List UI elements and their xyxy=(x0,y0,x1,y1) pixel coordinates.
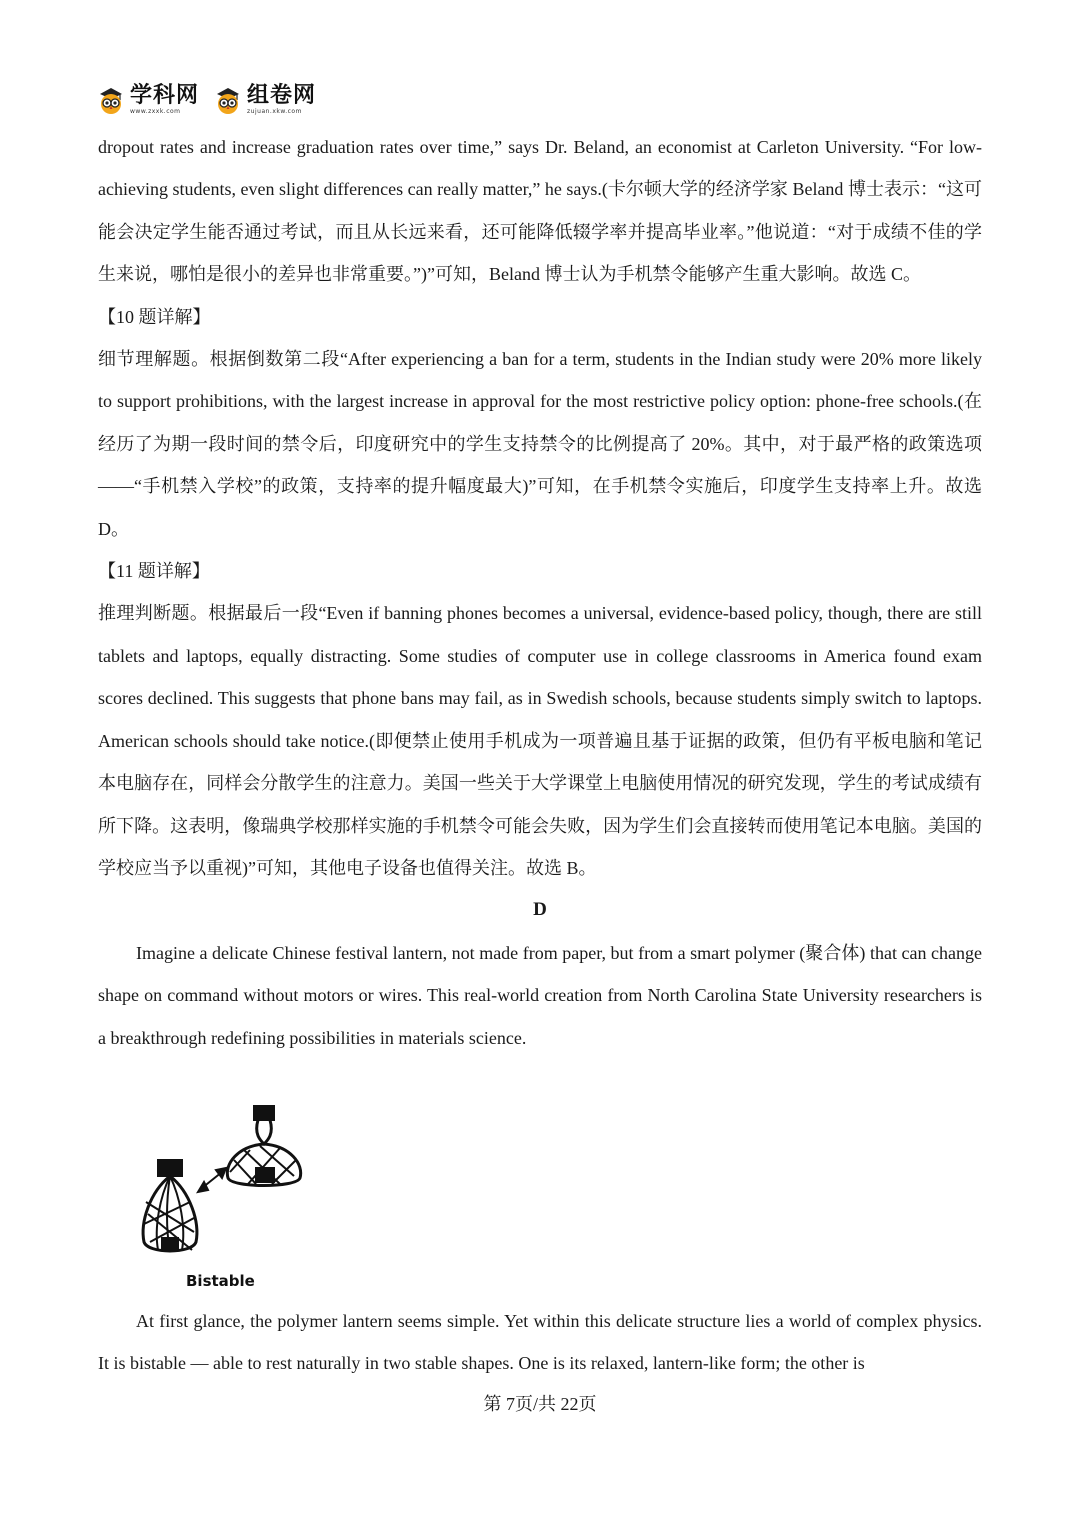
page-content xyxy=(98,126,982,1059)
section-letter-d: D xyxy=(533,899,547,921)
q11-heading: 【11 题详解】 xyxy=(98,561,210,582)
paragraph-q9-continuation: dropout rates and increase graduation rates over time,” says Dr. Beland, an economist at Carleton University. “For low-achieving students, even slight differences can really matter,” he says.(卡尔顿大学的经济学家 Beland 博士表示：“这可能会决定学生能否通过考试，而且从长远来看，还可能降低辍学率并提高毕业率。”他说道：“对于成绩不佳的学生来说，哪怕是很小的差异也非常重要。”)”可知，Beland 博士认为手机禁令能够产生重大影响。故选 C。 xyxy=(98,137,982,285)
lantern-illustration xyxy=(130,1102,310,1272)
logo-xuekewang xyxy=(96,85,199,115)
q11-explanation: 推理判断题。根据最后一段“Even if banning phones becomes a universal, evidence-based policy, though, there are still tablets and laptops, equally distracting. Some studies of computer use in college classrooms in America found exam scores declined. This suggests that phone bans may fail, as in Swedish schools, because students simply switch to laptops. American schools should take notice.(即便禁止使用手机成为一项普遍且基于证据的政策，但仍有平板电脑和笔记本电脑存在，同样会分散学生的注意力。美国一些关于大学课堂上电脑使用情况的研究发现，学生的考试成绩有所下降。这表明，像瑞典学校那样实施的手机禁令可能会失败，因为学生们会直接转而使用笔记本电脑。美国的学校应当予以重视)”可知，其他电子设备也值得关注。故选 B。 xyxy=(98,603,982,878)
bistable-lantern-figure xyxy=(130,1102,310,1294)
owl-icon xyxy=(96,85,126,115)
q10-explanation: 细节理解题。根据倒数第二段“After experiencing a ban for a term, students in the Indian study were 20% more likely to support prohibitions, with the largest increase in approval for the most restrictive policy option: phone-free schools.(在经历了为期一段时间的禁令后，印度研究中的学生支持禁令的比例提高了 20%。其中，对于最严格的政策选项——“手机禁入学校”的政策，支持率的提升幅度最大)”可知，在手机禁令实施后，印度学生支持率上升。故选 D。 xyxy=(98,349,982,539)
logo2-text: 组卷网 xyxy=(247,83,317,108)
logo1-text: 学科网 xyxy=(130,83,200,108)
page-number: 第 7页/共 22页 xyxy=(483,1394,597,1414)
figure-caption: Bistable xyxy=(186,1272,255,1290)
section-d-paragraph-1: Imagine a delicate Chinese festival lantern, not made from paper, but from a smart polymer (聚合体) that can change shape on command without motors or wires. This real-world creation from North Carolina State University researchers is a breakthrough redefining possibilities in materials science. xyxy=(98,942,982,1048)
q10-heading: 【10 题详解】 xyxy=(98,306,211,327)
logo1-url: www.zxxk.com xyxy=(130,108,181,115)
lower-content xyxy=(98,1300,982,1385)
section-d-paragraph-2: At first glance, the polymer lantern seems simple. Yet within this delicate structure lies a world of complex physics. It is bistable — able to rest naturally in two stable shapes. One is its relaxed, lantern-like form; the other is xyxy=(98,1311,982,1374)
header-logos xyxy=(96,80,316,120)
logo2-url: zujuan.xkw.com xyxy=(247,108,302,115)
logo-zujuanwang xyxy=(213,85,316,115)
owl-icon xyxy=(213,85,243,115)
